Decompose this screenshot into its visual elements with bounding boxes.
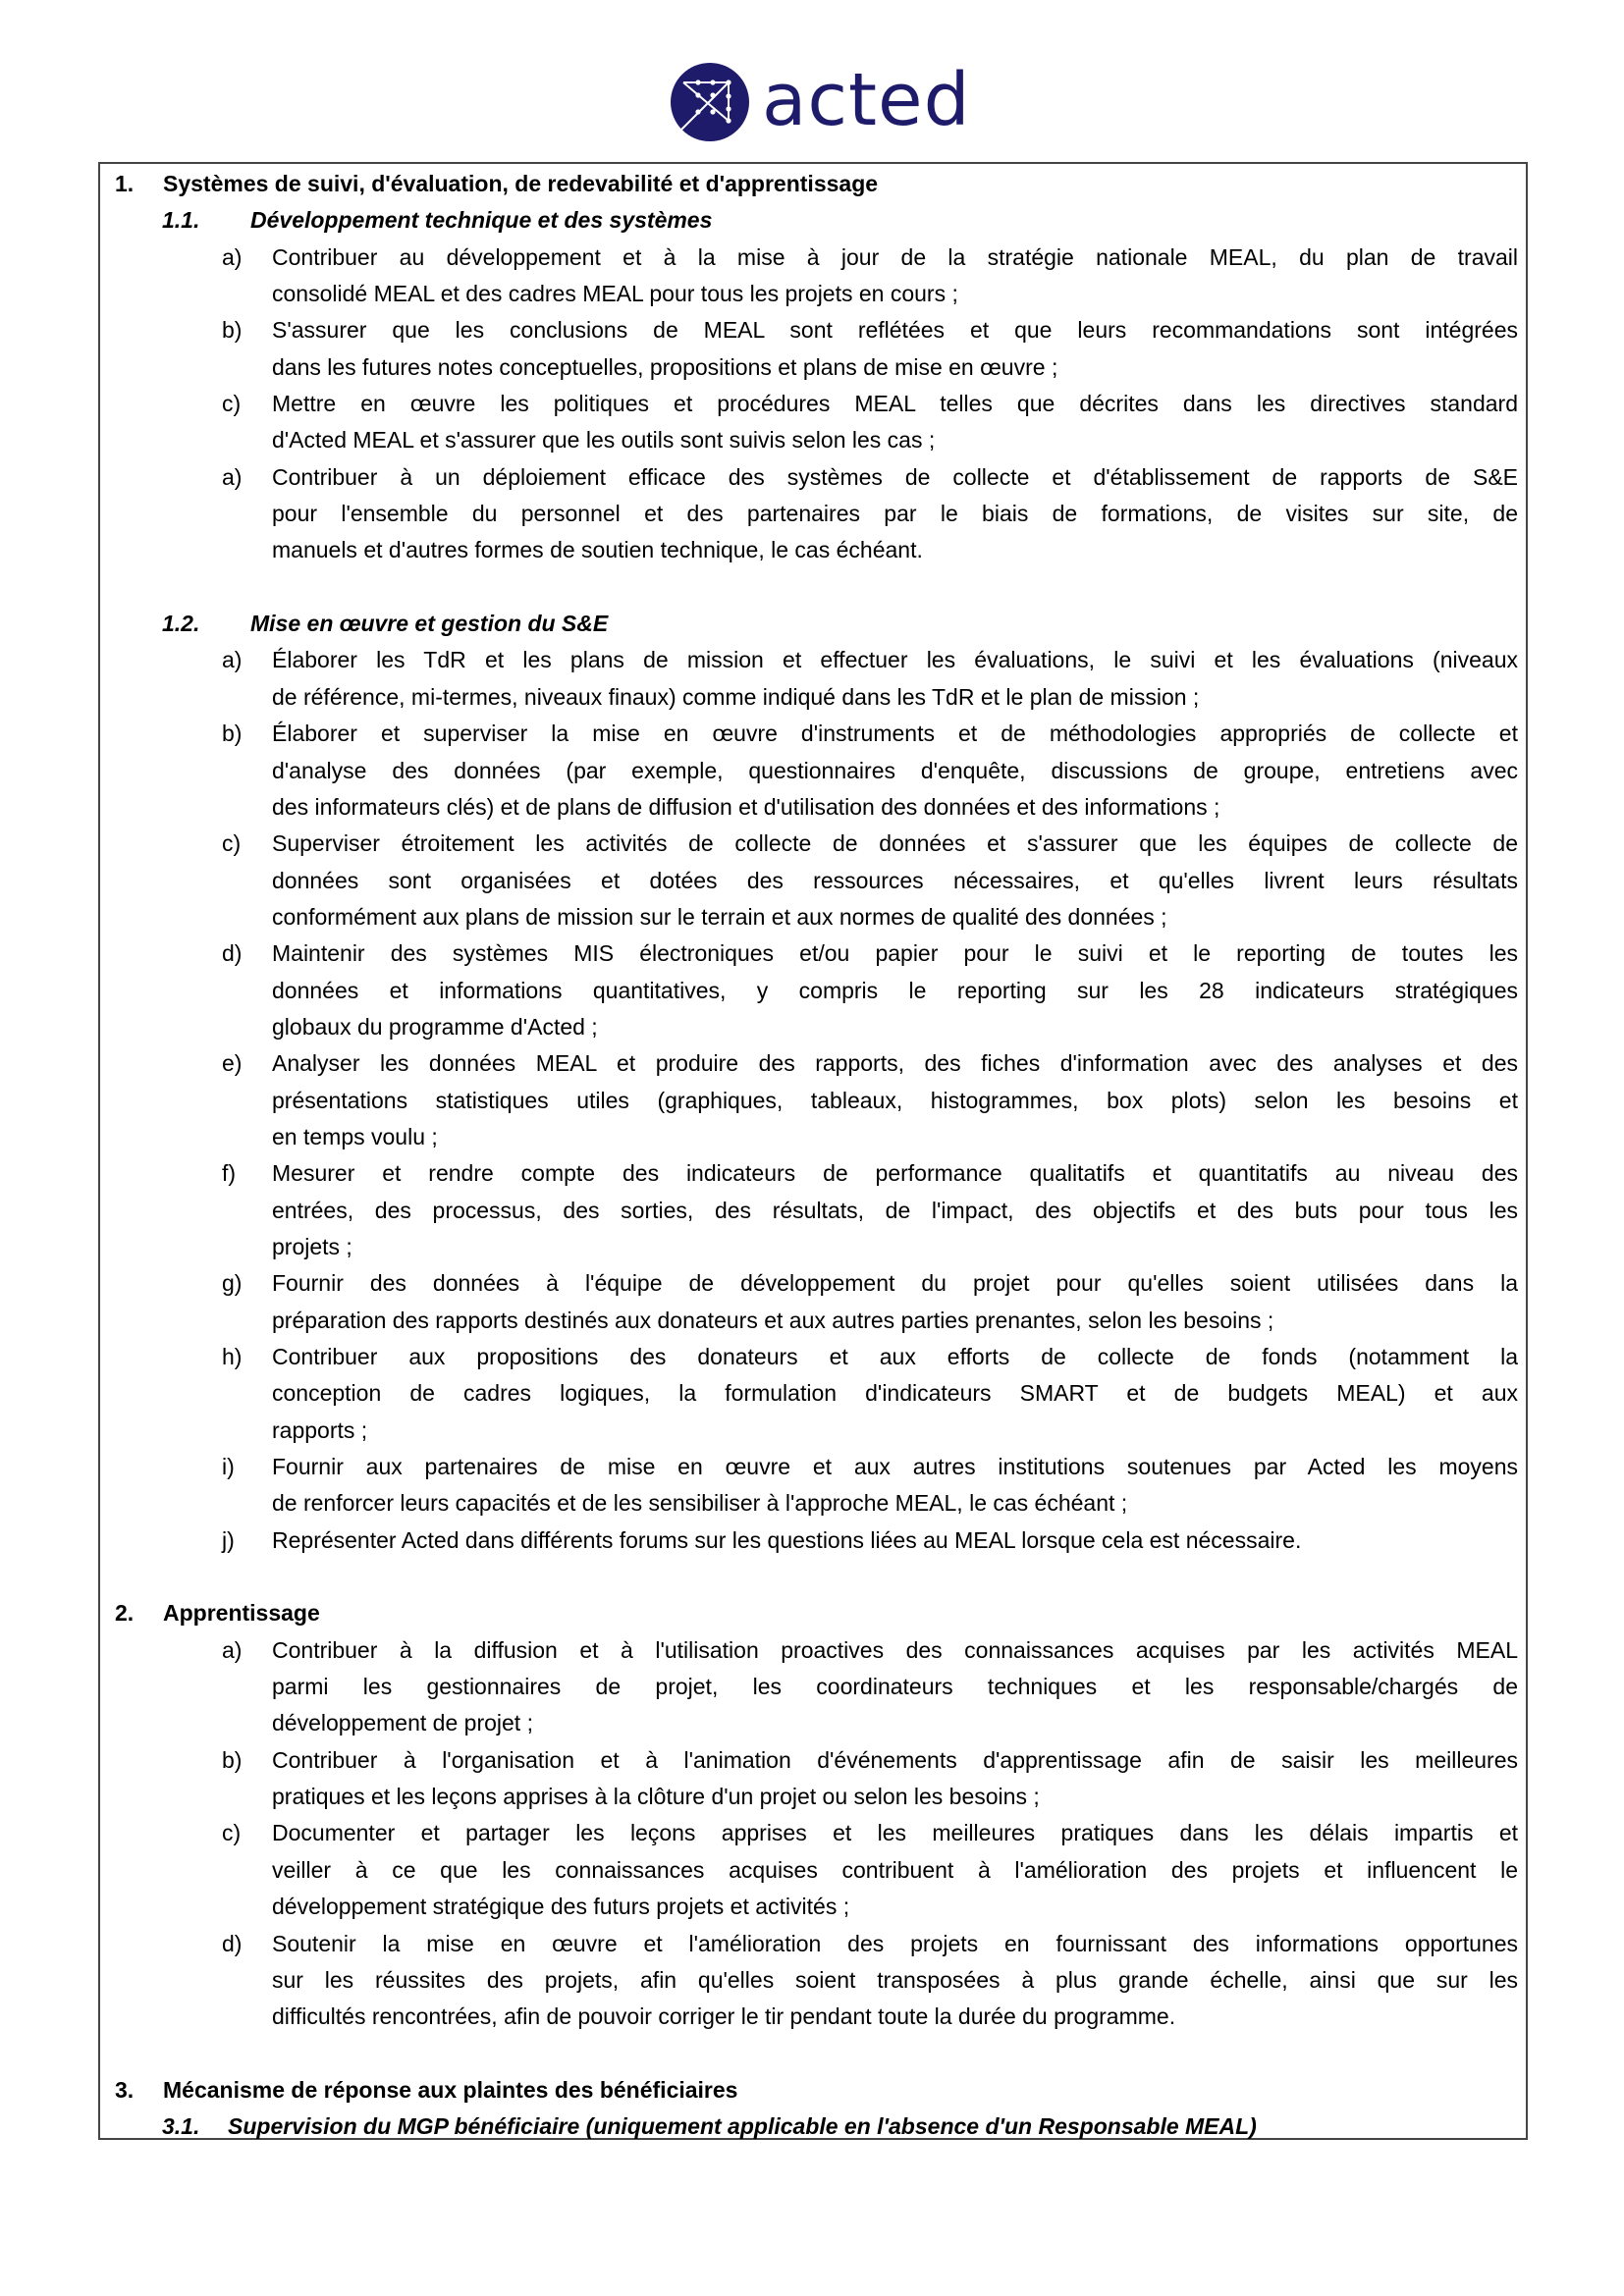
acted-logo bbox=[670, 58, 971, 145]
list-item-text: en temps voulu ; bbox=[272, 1123, 438, 1149]
section-number: 1. bbox=[115, 171, 135, 196]
subsection-heading bbox=[100, 606, 1526, 642]
subsection-title: Développement technique et des systèmes bbox=[250, 207, 713, 234]
list-item-text: globaux du programme d'Acted ; bbox=[272, 1013, 598, 1040]
list-item-label: b) bbox=[222, 721, 243, 747]
list-item-text: pour l'ensemble du personnel et des partenaires par le biais de formations, de visites sur site, de bbox=[272, 501, 1518, 527]
list-item-label: f) bbox=[222, 1160, 237, 1187]
list-item-line bbox=[100, 1083, 1526, 1119]
list-item-label: c) bbox=[222, 1820, 242, 1846]
document-content bbox=[100, 166, 1526, 2146]
list-item-line bbox=[100, 1522, 1526, 1559]
subsection-heading bbox=[100, 202, 1526, 239]
list-item-text: entrées, des processus, des sorties, des résultats, de l'impact, des objectifs et des buts pour tous les bbox=[272, 1197, 1518, 1223]
list-item-text: Élaborer les TdR et les plans de mission et effectuer les évaluations, le suivi et les évaluations (niveaux bbox=[272, 647, 1518, 673]
list-item-line bbox=[100, 1009, 1526, 1045]
list-item-line bbox=[100, 935, 1526, 972]
list-item-text: projets ; bbox=[272, 1233, 352, 1259]
list-item-label: b) bbox=[222, 317, 243, 344]
subsection-heading bbox=[100, 2109, 1526, 2145]
list-item-text: pratiques et les leçons apprises à la clôture d'un projet ou selon les besoins ; bbox=[272, 1784, 1040, 1810]
list-item-text: Mesurer et rendre compte des indicateurs de performance qualitatifs et quantitatifs au niveau des bbox=[272, 1160, 1518, 1187]
list-item-text: Superviser étroitement les activités de collecte de données et s'assurer que les équipes de collecte de bbox=[272, 830, 1518, 857]
list-item-line bbox=[100, 1045, 1526, 1082]
list-item-text: d'Acted MEAL et s'assurer que les outils sont suivis selon les cas ; bbox=[272, 427, 936, 454]
document-frame bbox=[98, 162, 1528, 2140]
list-item-label: d) bbox=[222, 940, 243, 967]
section-title: Systèmes de suivi, d'évaluation, de redevabilité et d'apprentissage bbox=[163, 171, 879, 196]
section-number: 3. bbox=[115, 2076, 135, 2103]
list-item-text: Fournir aux partenaires de mise en œuvre et aux autres institutions soutenues par Acted les moyens bbox=[272, 1454, 1518, 1480]
subsection-number: 1.2. bbox=[162, 611, 200, 637]
list-item-line bbox=[100, 1485, 1526, 1522]
list-item-line bbox=[100, 1705, 1526, 1741]
list-item-text: Représenter Acted dans différents forums sur les questions liées au MEAL lorsque cela est nécessaire. bbox=[272, 1526, 1302, 1553]
list-item-line bbox=[100, 276, 1526, 312]
list-item-text: Maintenir des systèmes MIS électroniques et/ou papier pour le suivi et le reporting de toutes les bbox=[272, 940, 1518, 967]
list-item-text: Mettre en œuvre les politiques et procédures MEAL telles que décrites dans les directives standard bbox=[272, 391, 1518, 417]
list-item-line bbox=[100, 1852, 1526, 1889]
list-item-label: a) bbox=[222, 647, 243, 673]
list-item-label: j) bbox=[222, 1526, 235, 1553]
list-item-line bbox=[100, 496, 1526, 532]
section-title: Mécanisme de réponse aux plaintes des bénéficiaires bbox=[163, 2076, 738, 2103]
list-item-text: Contribuer au développement et à la mise à jour de la stratégie nationale MEAL, du plan de travail bbox=[272, 243, 1518, 270]
blank-line bbox=[100, 2036, 1526, 2072]
list-item-line bbox=[100, 1449, 1526, 1485]
list-item-text: difficultés rencontrées, afin de pouvoir corriger le tir pendant toute la durée du programme. bbox=[272, 2003, 1176, 2030]
list-item-line bbox=[100, 532, 1526, 568]
list-item-label: e) bbox=[222, 1050, 243, 1077]
list-item-line bbox=[100, 642, 1526, 678]
list-item-line bbox=[100, 1193, 1526, 1229]
section-title: Apprentissage bbox=[163, 1600, 320, 1627]
section-heading bbox=[100, 1595, 1526, 1631]
list-item-line bbox=[100, 422, 1526, 458]
section-heading bbox=[100, 2072, 1526, 2109]
list-item-text: conformément aux plans de mission sur le terrain et aux normes de qualité des données ; bbox=[272, 903, 1167, 930]
list-item-line bbox=[100, 1413, 1526, 1449]
list-item-text: Fournir des données à l'équipe de développement du projet pour qu'elles soient utilisées dans la bbox=[272, 1270, 1518, 1297]
section-heading bbox=[100, 166, 1526, 202]
list-item-text: des informateurs clés) et de plans de diffusion et d'utilisation des données et des informations ; bbox=[272, 793, 1220, 820]
list-item-text: d'analyse des données (par exemple, questionnaires d'enquête, discussions de groupe, entretiens avec bbox=[272, 757, 1518, 783]
list-item-label: c) bbox=[222, 830, 242, 857]
subsection-number: 3.1. bbox=[162, 2113, 200, 2140]
list-item-line bbox=[100, 312, 1526, 348]
list-item-text: Soutenir la mise en œuvre et l'amélioration des projets en fournissant des informations opportunes bbox=[272, 1930, 1518, 1956]
list-item-line bbox=[100, 1632, 1526, 1669]
list-item-line bbox=[100, 1889, 1526, 1925]
list-item-text: données sont organisées et dotées des ressources nécessaires, et qu'elles livrent leurs résultats bbox=[272, 867, 1518, 893]
list-item-text: présentations statistiques utiles (graphiques, tableaux, histogrammes, box plots) selon les besoins et bbox=[272, 1087, 1518, 1113]
list-item-line bbox=[100, 789, 1526, 826]
list-item-text: développement stratégique des futurs projets et activités ; bbox=[272, 1894, 850, 1920]
list-item-text: Documenter et partager les leçons apprises et les meilleures pratiques dans les délais impartis et bbox=[272, 1820, 1518, 1846]
list-item-text: parmi les gestionnaires de projet, les coordinateurs techniques et les responsable/chargés de bbox=[272, 1674, 1518, 1700]
list-item-label: a) bbox=[222, 243, 243, 270]
list-item-text: de renforcer leurs capacités et de les sensibiliser à l'approche MEAL, le cas échéant ; bbox=[272, 1490, 1128, 1517]
list-item-text: Contribuer à l'organisation et à l'animation d'événements d'apprentissage afin de saisir les meilleures bbox=[272, 1746, 1518, 1773]
list-item-line bbox=[100, 1669, 1526, 1705]
list-item-label: b) bbox=[222, 1746, 243, 1773]
acted-logo-icon bbox=[670, 61, 750, 143]
list-item-line bbox=[100, 386, 1526, 422]
list-item-line bbox=[100, 716, 1526, 752]
list-item-line bbox=[100, 459, 1526, 496]
list-item-label: a) bbox=[222, 463, 243, 490]
list-item-text: de référence, mi-termes, niveaux finaux) comme indiqué dans les TdR et le plan de mission ; bbox=[272, 683, 1200, 710]
blank-line bbox=[100, 1559, 1526, 1595]
list-item-line bbox=[100, 899, 1526, 935]
list-item-line bbox=[100, 863, 1526, 899]
list-item-line bbox=[100, 240, 1526, 276]
list-item-text: Analyser les données MEAL et produire des rapports, des fiches d'information avec des analyses et des bbox=[272, 1050, 1518, 1077]
list-item-line bbox=[100, 1265, 1526, 1302]
list-item-text: Contribuer aux propositions des donateurs et aux efforts de collecte de fonds (notamment la bbox=[272, 1344, 1518, 1369]
list-item-line bbox=[100, 973, 1526, 1009]
list-item-text: conception de cadres logiques, la formulation d'indicateurs SMART et de budgets MEAL) et aux bbox=[272, 1380, 1518, 1407]
list-item-text: données et informations quantitatives, y compris le reporting sur les 28 indicateurs stratégiques bbox=[272, 977, 1518, 1003]
subsection-title: Supervision du MGP bénéficiaire (uniquement applicable en l'absence d'un Responsable MEAL) bbox=[228, 2113, 1257, 2140]
section-number: 2. bbox=[115, 1600, 135, 1627]
list-item-text: Contribuer à la diffusion et à l'utilisation proactives des connaissances acquises par les activités MEAL bbox=[272, 1636, 1518, 1663]
list-item-line bbox=[100, 1962, 1526, 1999]
list-item-text: manuels et d'autres formes de soutien technique, le cas échéant. bbox=[272, 537, 923, 563]
list-item-label: c) bbox=[222, 391, 242, 417]
list-item-line bbox=[100, 1742, 1526, 1779]
blank-line bbox=[100, 569, 1526, 606]
list-item-text: veiller à ce que les connaissances acquises contribuent à l'amélioration des projets et influencent le bbox=[272, 1856, 1518, 1883]
list-item-text: dans les futures notes conceptuelles, propositions et plans de mise en œuvre ; bbox=[272, 353, 1058, 380]
list-item-text: consolidé MEAL et des cadres MEAL pour tous les projets en cours ; bbox=[272, 281, 958, 307]
list-item-line bbox=[100, 349, 1526, 386]
subsection-number: 1.1. bbox=[162, 207, 200, 234]
list-item-line bbox=[100, 1999, 1526, 2035]
list-item-label: h) bbox=[222, 1344, 243, 1369]
list-item-line bbox=[100, 1155, 1526, 1192]
list-item-line bbox=[100, 679, 1526, 716]
list-item-text: sur les réussites des projets, afin qu'elles soient transposées à plus grande échelle, ainsi que sur les bbox=[272, 1966, 1518, 1993]
subsection-title: Mise en œuvre et gestion du S&E bbox=[250, 611, 609, 637]
list-item-line bbox=[100, 1926, 1526, 1962]
list-item-label: i) bbox=[222, 1454, 235, 1480]
list-item-line bbox=[100, 1303, 1526, 1339]
list-item-line bbox=[100, 1779, 1526, 1815]
list-item-label: d) bbox=[222, 1930, 243, 1956]
list-item-line bbox=[100, 753, 1526, 789]
list-item-line bbox=[100, 1375, 1526, 1412]
list-item-text: rapports ; bbox=[272, 1416, 368, 1443]
list-item-line bbox=[100, 1339, 1526, 1375]
list-item-text: développement de projet ; bbox=[272, 1710, 533, 1736]
list-item-text: Élaborer et superviser la mise en œuvre d'instruments et de méthodologies appropriés de collecte et bbox=[272, 721, 1518, 747]
list-item-line bbox=[100, 826, 1526, 862]
list-item-text: préparation des rapports destinés aux donateurs et aux autres parties prenantes, selon les besoins ; bbox=[272, 1307, 1274, 1333]
list-item-text: S'assurer que les conclusions de MEAL sont reflétées et que leurs recommandations sont intégrées bbox=[272, 317, 1518, 344]
acted-wordmark: acted bbox=[762, 58, 971, 142]
list-item-line bbox=[100, 1815, 1526, 1851]
list-item-text: Contribuer à un déploiement efficace des systèmes de collecte et d'établissement de rapports de S&E bbox=[272, 463, 1518, 490]
list-item-line bbox=[100, 1229, 1526, 1265]
list-item-label: g) bbox=[222, 1270, 243, 1297]
list-item-label: a) bbox=[222, 1636, 243, 1663]
list-item-line bbox=[100, 1119, 1526, 1155]
